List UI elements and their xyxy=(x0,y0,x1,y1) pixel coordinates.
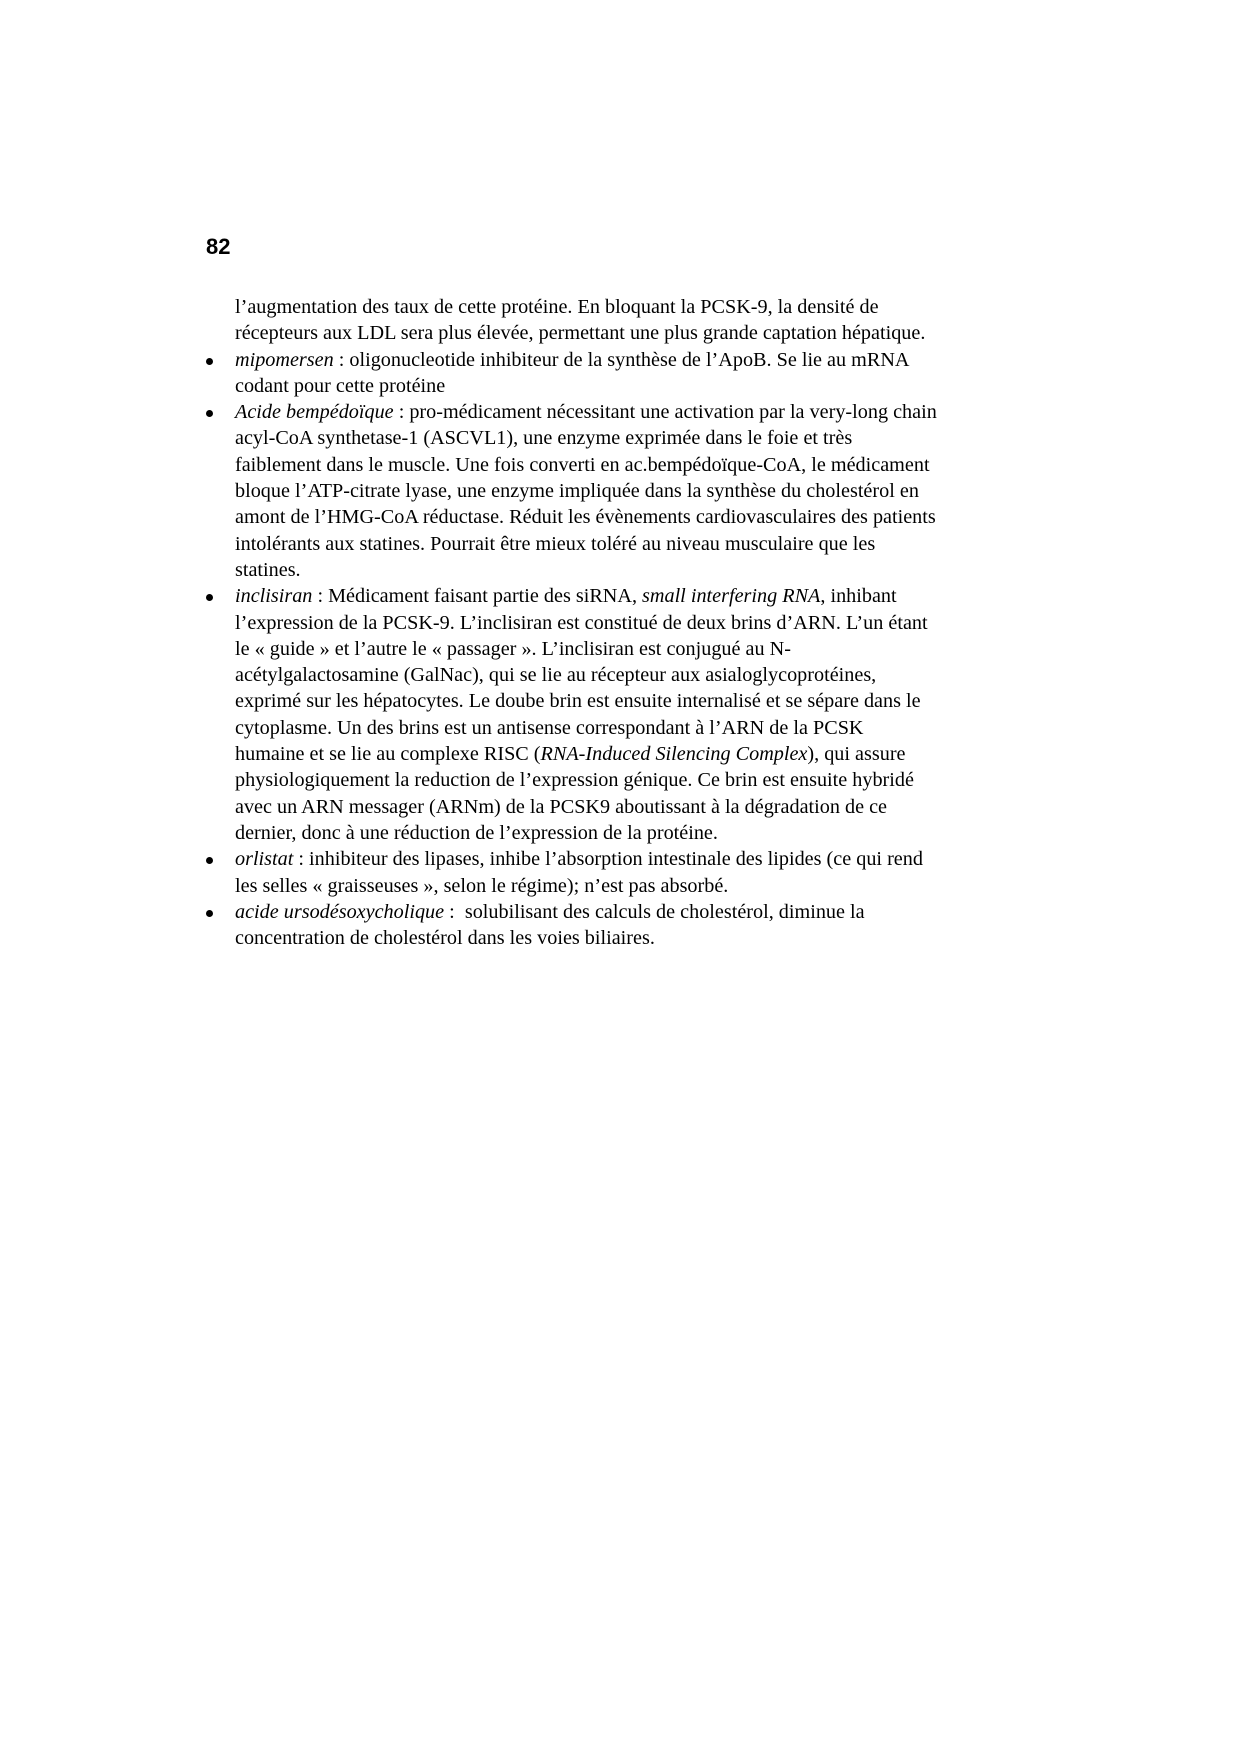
text-line: concentration de cholestérol dans les voies biliaires. xyxy=(235,927,655,950)
text-line: faiblement dans le muscle. Une fois converti en ac.bempédoïque-CoA, le médicament xyxy=(235,453,930,476)
text-line: récepteurs aux LDL sera plus élevée, permettant une plus grande captation hépatique. xyxy=(235,322,926,345)
text-line: intolérants aux statines. Pourrait être mieux toléré au niveau musculaire que les xyxy=(235,532,876,555)
list-item-inclisiran xyxy=(206,583,1066,846)
drug-term: orlistat xyxy=(235,848,294,871)
text-line: l’expression de la PCSK-9. L’inclisiran est constitué de deux brins d’ARN. L’un étant xyxy=(235,611,928,634)
text-fragment: : solubilisant des calculs de cholestérol, diminue la xyxy=(444,900,865,923)
text-line: l’augmentation des taux de cette protéine. En bloquant la PCSK-9, la densité de xyxy=(235,296,879,318)
text-line: amont de l’HMG-CoA réductase. Réduit les évènements cardiovasculaires des patients xyxy=(235,506,936,529)
text-line: le « guide » et l’autre le « passager ». L’inclisiran est conjugué au N- xyxy=(235,637,791,660)
drug-term: inclisiran xyxy=(235,585,313,608)
text-fragment: , inhibant xyxy=(820,585,897,608)
text-line: les selles « graisseuses », selon le régime); n’est pas absorbé. xyxy=(235,874,729,897)
text-line: physiologiquement la reduction de l’expression génique. Ce brin est ensuite hybridé xyxy=(235,769,914,792)
text-line xyxy=(235,899,1066,925)
continuation-paragraph xyxy=(206,294,1066,347)
list-item-mipomersen xyxy=(206,347,1066,400)
text-fragment: ), qui assure xyxy=(807,743,906,766)
text-line: codant pour cette protéine xyxy=(235,374,446,397)
drug-term: Acide bempédoïque xyxy=(235,401,394,424)
text-fragment: : inhibiteur des lipases, inhibe l’absorption intestinale des lipides (ce qui rend xyxy=(293,848,923,871)
list-item-orlistat xyxy=(206,846,1066,899)
text-line: cytoplasme. Un des brins est un antisense correspondant à l’ARN de la PCSK xyxy=(235,716,864,739)
text-line xyxy=(235,741,1066,767)
text-line: acétylgalactosamine (GalNac), qui se lie au récepteur aux asialoglycoprotéines, xyxy=(235,664,877,687)
italic-term: RNA-Induced Silencing Complex xyxy=(540,743,808,766)
text-line xyxy=(235,399,1066,425)
document-body xyxy=(206,294,1066,951)
text-line xyxy=(235,347,1066,373)
text-fragment: : oligonucleotide inhibiteur de la synthèse de l’ApoB. Se lie au mRNA xyxy=(333,348,910,371)
text-line: acyl-CoA synthetase-1 (ASCVL1), une enzyme exprimée dans le foie et très xyxy=(235,427,853,450)
italic-term: small interfering RNA xyxy=(642,585,821,608)
text-line xyxy=(235,846,1066,872)
page-number: 82 xyxy=(206,234,231,259)
text-line: dernier, donc à une réduction de l’expression de la protéine. xyxy=(235,821,718,844)
list-item-acide-ursodesoxycholique xyxy=(206,899,1066,952)
drug-term: mipomersen xyxy=(235,348,334,371)
text-line: exprimé sur les hépatocytes. Le doube brin est ensuite internalisé et se sépare dans le xyxy=(235,690,921,713)
text-fragment: : Médicament faisant partie des siRNA, xyxy=(312,585,643,608)
text-fragment: humaine et se lie au complexe RISC ( xyxy=(235,743,541,766)
text-line: avec un ARN messager (ARNm) de la PCSK9 aboutissant à la dégradation de ce xyxy=(235,795,888,818)
list-item-acide-bempedoique xyxy=(206,399,1066,583)
text-line: statines. xyxy=(235,558,301,581)
text-fragment: : pro-médicament nécessitant une activation par la very-long chain xyxy=(393,401,937,424)
drug-term: acide ursodésoxycholique xyxy=(235,900,445,923)
text-line: bloque l’ATP-citrate lyase, une enzyme impliquée dans la synthèse du cholestérol en xyxy=(235,480,919,503)
text-line xyxy=(235,583,1066,609)
